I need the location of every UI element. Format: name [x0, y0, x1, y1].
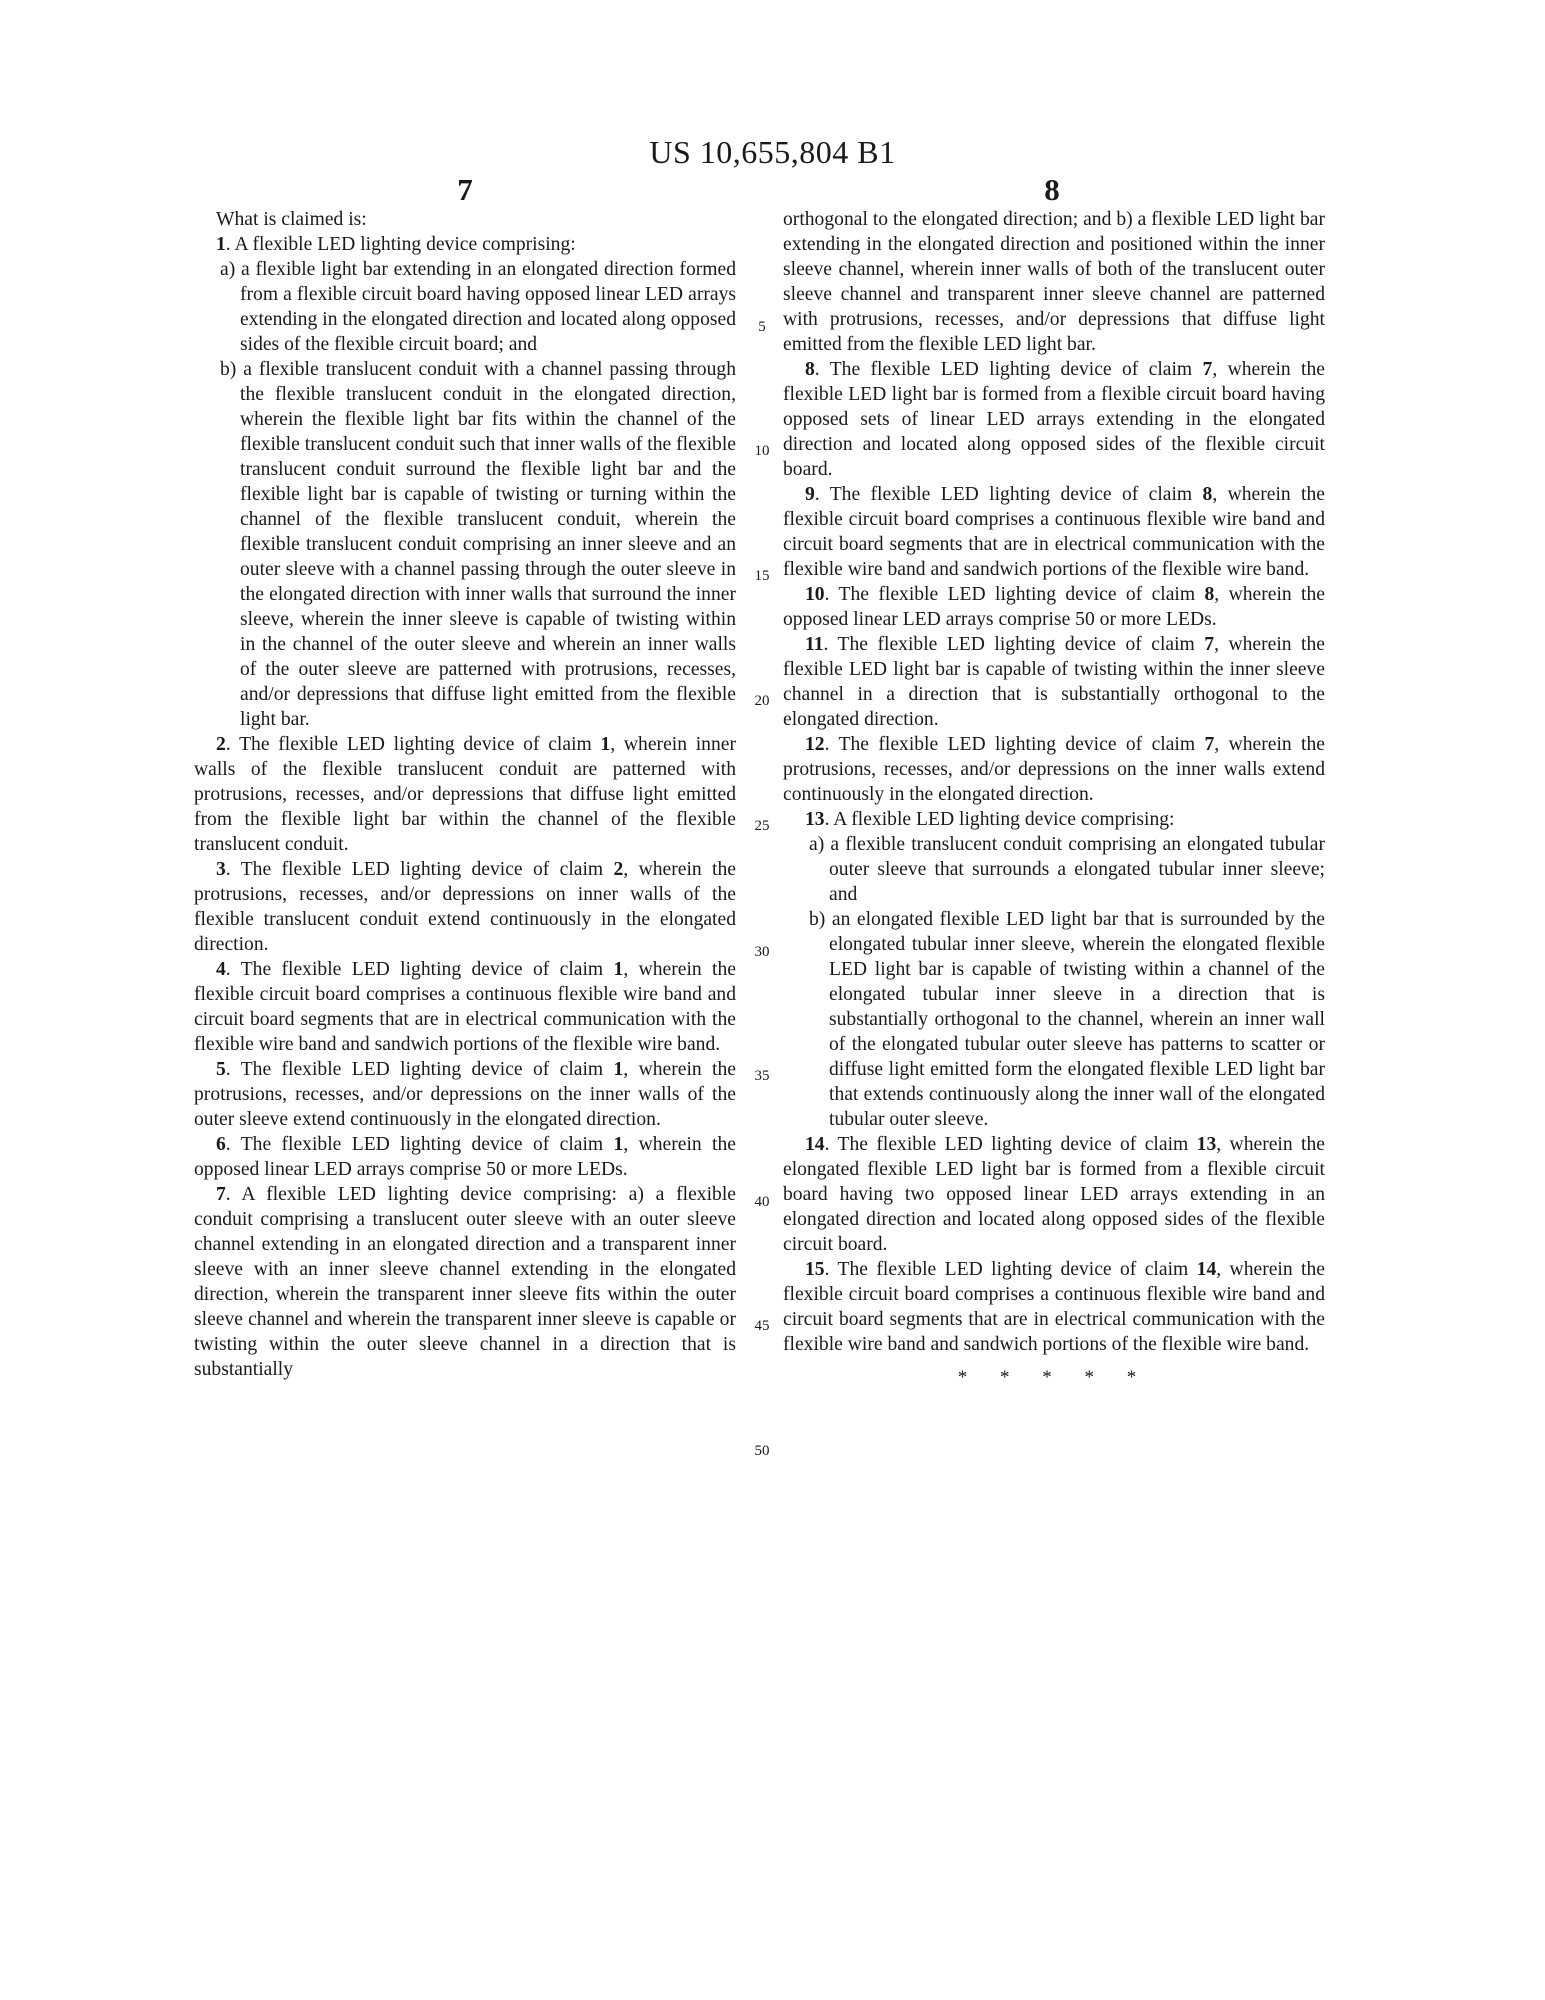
claim-text: , wherein the elongated flexible LED light bar is formed from a flexible circuit board having two opposed linear LED arrays extending in an elongated direction and located along opposed sides of the flexible circuit board.	[783, 1134, 1325, 1255]
left-column	[194, 207, 736, 1382]
claim-text: . A flexible LED lighting device comprising: a) a flexible conduit comprising a translucent outer sleeve with an outer sleeve channel extending in an elongated direction and a transparent inner sleeve with an inner sleeve channel extending in the elongated direction, wherein the transparent inner sleeve fits within the outer sleeve channel and wherein the transparent inner sleeve is capable or twisting within the outer sleeve channel in a direction that is substantially	[194, 1184, 736, 1380]
claim-text: . The flexible LED lighting device of claim	[225, 1134, 614, 1155]
claim-text: . The flexible LED lighting device of claim	[824, 1134, 1197, 1155]
claim-11	[783, 632, 1325, 732]
claim-text: , wherein the protrusions, recesses, and/or depressions on inner walls of the flexible translucent conduit extend continuously in the elongated direction.	[194, 859, 736, 955]
claim-text: . The flexible LED lighting device of claim	[814, 359, 1203, 380]
claim-text: , wherein the flexible circuit board comprises a continuous flexible wire band and circuit board segments that are in electrical communication with the flexible wire band and sandwich portions of the flexible wire band.	[783, 1259, 1325, 1355]
claim-14	[783, 1132, 1325, 1257]
claim-4	[194, 957, 736, 1057]
claim-text: , wherein the flexible LED light bar is capable of twisting within the inner sleeve channel in a direction that is substantially orthogonal to the elongated direction.	[783, 634, 1325, 730]
claim-text: . The flexible LED lighting device of claim	[823, 634, 1205, 655]
claim-13	[783, 807, 1325, 832]
claim-13-element-b: b) an elongated flexible LED light bar that is surrounded by the elongated tubular inner sleeve, wherein the elongated flexible LED light bar is capable of twisting within a channel of the elongated tubular inner sleeve in a direction that is substantially orthogonal to the channel, wherein an inner wall of the elongated tubular outer sleeve has patterns to scatter or diffuse light emitted form the elongated flexible LED light bar that extends continuously along the inner wall of the elongated tubular outer sleeve.	[809, 909, 1325, 1130]
claim-text: . The flexible LED lighting device of claim	[824, 1259, 1197, 1280]
claim-text: . A flexible LED lighting device comprising:	[824, 809, 1175, 830]
line-number: 30	[754, 944, 770, 960]
claim-12	[783, 732, 1325, 807]
claim-text: , wherein the flexible LED light bar is formed from a flexible circuit board having opposed sets of linear LED arrays extending in the elongated direction and located along opposed sides of the flexible circuit board.	[783, 359, 1325, 480]
claim-text: . The flexible LED lighting device of claim	[814, 484, 1203, 505]
claim-number: 15	[805, 1259, 825, 1280]
line-number: 35	[754, 1068, 770, 1084]
claim-text: , wherein the protrusions, recesses, and/or depressions on the inner walls of the outer sleeve extend continuously in the elongated direction.	[194, 1059, 736, 1130]
claim-text: , wherein the opposed linear LED arrays comprise 50 or more LEDs.	[194, 1134, 736, 1180]
claim-number: 1	[216, 234, 226, 255]
claim-reference: 1	[600, 734, 611, 755]
claim-5	[194, 1057, 736, 1132]
claim-number: 4	[216, 959, 226, 980]
claim-text: , wherein the opposed linear LED arrays comprise 50 or more LEDs.	[783, 584, 1325, 630]
claim-text: , wherein the protrusions, recesses, and/or depressions on the inner walls extend continuously in the elongated direction.	[783, 734, 1325, 805]
line-numbers	[747, 207, 777, 1507]
claim-number: 14	[805, 1134, 825, 1155]
claim-reference: 8	[1204, 584, 1215, 605]
claim-reference: 2	[613, 859, 624, 880]
claim-number: 12	[805, 734, 825, 755]
claim-10	[783, 582, 1325, 632]
line-number: 5	[758, 319, 766, 335]
claim-1-element-b: b) a flexible translucent conduit with a channel passing through the flexible translucent conduit in the elongated direction, wherein the flexible light bar fits within the channel of the flexible translucent conduit such that inner walls of the flexible translucent conduit surround the flexible light bar and the flexible light bar is capable of twisting or turning within the channel of the flexible translucent conduit, wherein the flexible translucent conduit comprising an inner sleeve and an outer sleeve with a channel passing through the outer sleeve in the elongated direction with inner walls that surround the inner sleeve, wherein the inner sleeve is capable of twisting within in the channel of the outer sleeve and wherein an inner walls of the outer sleeve are patterned with protrusions, recesses, and/or depressions that diffuse light emitted from the flexible light bar.	[220, 359, 736, 730]
claim-reference: 14	[1196, 1259, 1217, 1280]
claim-number: 5	[216, 1059, 226, 1080]
line-number: 20	[754, 693, 770, 709]
patent-number: US 10,655,804 B1	[649, 134, 896, 170]
column-number-right: 8	[1044, 172, 1060, 207]
claim-7-continued: orthogonal to the elongated direction; and b) a flexible LED light bar extending in the elongated direction and positioned within the inner sleeve channel, wherein inner walls of both of the translucent outer sleeve channel and transparent inner sleeve channel are patterned with protrusions, recesses, and/or depressions that diffuse light emitted from the flexible LED light bar.	[783, 209, 1325, 355]
claim-text: . The flexible LED lighting device of claim	[225, 859, 614, 880]
claim-3	[194, 857, 736, 957]
claim-text: , wherein the flexible circuit board comprises a continuous flexible wire band and circuit board segments that are in electrical communication with the flexible wire band and sandwich portions of the flexible wire band.	[194, 959, 736, 1055]
column-number-left: 7	[457, 172, 473, 207]
line-number: 10	[754, 443, 770, 459]
claim-2	[194, 732, 736, 857]
claim-reference: 7	[1204, 634, 1215, 655]
line-number: 50	[754, 1443, 770, 1459]
line-number: 25	[754, 818, 770, 834]
claim-number: 10	[805, 584, 825, 605]
claim-text: . The flexible LED lighting device of claim	[225, 1059, 614, 1080]
claim-8	[783, 357, 1325, 482]
claim-1	[194, 232, 736, 257]
claim-reference: 7	[1202, 359, 1213, 380]
claims-intro: What is claimed is:	[216, 209, 367, 230]
claim-reference: 13	[1196, 1134, 1217, 1155]
claim-text: . The flexible LED lighting device of claim	[225, 734, 601, 755]
claim-13-element-a: a) a flexible translucent conduit comprising an elongated tubular outer sleeve that surrounds a elongated tubular inner sleeve; and	[809, 834, 1325, 905]
claim-text: . The flexible LED lighting device of claim	[824, 584, 1205, 605]
claim-text: . The flexible LED lighting device of claim	[225, 959, 614, 980]
claim-reference: 1	[613, 1059, 624, 1080]
claim-reference: 7	[1204, 734, 1215, 755]
claim-number: 2	[216, 734, 226, 755]
claim-reference: 1	[613, 959, 624, 980]
end-of-document-asterisks: * * * * *	[957, 1367, 1151, 1388]
line-number: 15	[754, 568, 770, 584]
claim-number: 13	[805, 809, 825, 830]
claim-number: 11	[805, 634, 824, 655]
claim-9	[783, 482, 1325, 582]
claim-number: 6	[216, 1134, 226, 1155]
claim-reference: 1	[613, 1134, 624, 1155]
claim-number: 3	[216, 859, 226, 880]
claim-7	[194, 1182, 736, 1382]
claim-15	[783, 1257, 1325, 1357]
claim-text: . The flexible LED lighting device of claim	[824, 734, 1205, 755]
claim-number: 7	[216, 1184, 226, 1205]
claim-number: 8	[805, 359, 815, 380]
claim-reference: 8	[1202, 484, 1213, 505]
line-number: 40	[754, 1194, 770, 1210]
claim-text: . A flexible LED lighting device comprising:	[225, 234, 576, 255]
claim-text: , wherein inner walls of the flexible translucent conduit are patterned with protrusions, recesses, and/or depressions that diffuse light emitted from the flexible light bar within the channel of the flexible translucent conduit.	[194, 734, 736, 855]
claim-1-element-a: a) a flexible light bar extending in an elongated direction formed from a flexible circuit board having opposed linear LED arrays extending in the elongated direction and located along opposed sides of the flexible circuit board; and	[220, 259, 736, 355]
claim-text: , wherein the flexible circuit board comprises a continuous flexible wire band and circuit board segments that are in electrical communication with the flexible wire band and sandwich portions of the flexible wire band.	[783, 484, 1325, 580]
line-number: 45	[754, 1318, 770, 1334]
claim-number: 9	[805, 484, 815, 505]
claim-6	[194, 1132, 736, 1182]
right-column	[783, 207, 1325, 1390]
